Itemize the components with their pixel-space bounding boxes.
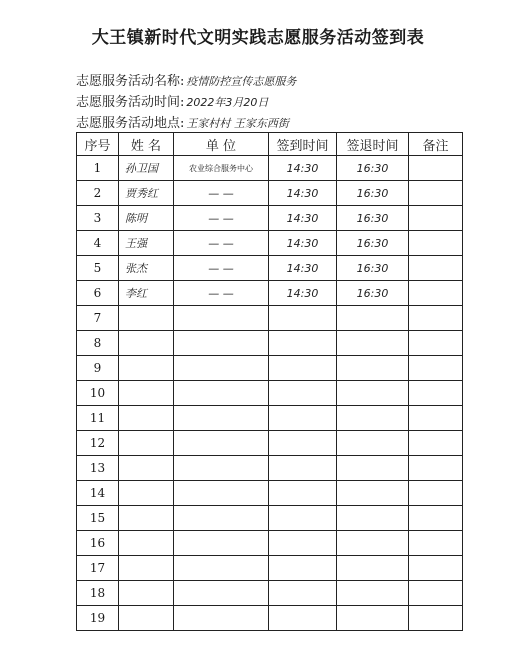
row-index: 7 xyxy=(77,306,119,331)
row-index: 19 xyxy=(77,606,119,631)
row-sign-in xyxy=(269,481,337,506)
row-unit xyxy=(174,406,269,431)
row-sign-out: 16:30 xyxy=(337,206,409,231)
table-row xyxy=(77,456,463,481)
row-sign-in xyxy=(269,406,337,431)
table-row xyxy=(77,481,463,506)
row-unit: — — xyxy=(174,181,269,206)
row-sign-out xyxy=(337,406,409,431)
table-row xyxy=(77,506,463,531)
row-unit xyxy=(174,481,269,506)
row-sign-out xyxy=(337,506,409,531)
table-header-row xyxy=(77,133,463,156)
row-note xyxy=(409,331,463,356)
row-note xyxy=(409,481,463,506)
row-sign-in xyxy=(269,356,337,381)
row-sign-in: 14:30 xyxy=(269,156,337,181)
row-unit xyxy=(174,606,269,631)
row-note xyxy=(409,356,463,381)
row-sign-in: 14:30 xyxy=(269,256,337,281)
row-unit xyxy=(174,356,269,381)
row-unit xyxy=(174,581,269,606)
row-note xyxy=(409,406,463,431)
row-sign-out xyxy=(337,581,409,606)
row-sign-in xyxy=(269,556,337,581)
row-index: 2 xyxy=(77,181,119,206)
row-sign-out xyxy=(337,331,409,356)
row-name xyxy=(119,531,174,556)
header-unit: 单 位 xyxy=(174,133,269,156)
table-row xyxy=(77,331,463,356)
row-unit xyxy=(174,431,269,456)
row-sign-out xyxy=(337,381,409,406)
row-sign-in xyxy=(269,456,337,481)
table-row xyxy=(77,256,463,281)
row-unit xyxy=(174,506,269,531)
row-unit xyxy=(174,456,269,481)
row-unit: — — xyxy=(174,206,269,231)
row-name: 孙卫国 xyxy=(119,156,174,181)
table-row xyxy=(77,281,463,306)
row-sign-in xyxy=(269,331,337,356)
row-sign-out xyxy=(337,431,409,456)
row-note xyxy=(409,181,463,206)
row-note xyxy=(409,256,463,281)
row-sign-out xyxy=(337,531,409,556)
row-sign-in: 14:30 xyxy=(269,231,337,256)
row-sign-in xyxy=(269,506,337,531)
row-name xyxy=(119,606,174,631)
row-name xyxy=(119,456,174,481)
table-row xyxy=(77,356,463,381)
row-unit: 农业综合服务中心 xyxy=(174,156,269,181)
row-name xyxy=(119,331,174,356)
row-sign-out: 16:30 xyxy=(337,231,409,256)
row-name xyxy=(119,581,174,606)
header-index: 序号 xyxy=(77,133,119,156)
row-index: 18 xyxy=(77,581,119,606)
row-note xyxy=(409,231,463,256)
row-name xyxy=(119,306,174,331)
row-note xyxy=(409,306,463,331)
activity-time-label: 志愿服务活动时间: xyxy=(76,95,185,110)
row-index: 6 xyxy=(77,281,119,306)
row-index: 11 xyxy=(77,406,119,431)
row-name xyxy=(119,406,174,431)
row-sign-in xyxy=(269,431,337,456)
row-sign-out xyxy=(337,481,409,506)
row-name xyxy=(119,356,174,381)
row-note xyxy=(409,581,463,606)
row-sign-in xyxy=(269,381,337,406)
row-index: 14 xyxy=(77,481,119,506)
row-name: 张杰 xyxy=(119,256,174,281)
row-name xyxy=(119,556,174,581)
row-sign-out: 16:30 xyxy=(337,181,409,206)
row-name: 贾秀红 xyxy=(119,181,174,206)
row-unit: — — xyxy=(174,256,269,281)
row-index: 12 xyxy=(77,431,119,456)
row-name xyxy=(119,506,174,531)
table-row xyxy=(77,406,463,431)
row-note xyxy=(409,606,463,631)
row-index: 8 xyxy=(77,331,119,356)
activity-name-line xyxy=(76,70,296,89)
row-sign-out xyxy=(337,456,409,481)
table-row xyxy=(77,306,463,331)
table-row xyxy=(77,206,463,231)
table-row xyxy=(77,156,463,181)
row-sign-out xyxy=(337,556,409,581)
row-sign-in: 14:30 xyxy=(269,181,337,206)
row-index: 10 xyxy=(77,381,119,406)
table-row xyxy=(77,381,463,406)
row-index: 17 xyxy=(77,556,119,581)
row-name: 李红 xyxy=(119,281,174,306)
row-sign-in xyxy=(269,531,337,556)
row-sign-in: 14:30 xyxy=(269,281,337,306)
row-note xyxy=(409,156,463,181)
row-note xyxy=(409,206,463,231)
row-note xyxy=(409,456,463,481)
row-sign-in xyxy=(269,306,337,331)
activity-name-value: 疫情防控宣传志愿服务 xyxy=(186,75,297,88)
row-unit: — — xyxy=(174,281,269,306)
header-note: 备注 xyxy=(409,133,463,156)
row-name xyxy=(119,481,174,506)
row-unit: — — xyxy=(174,231,269,256)
row-unit xyxy=(174,531,269,556)
row-note xyxy=(409,556,463,581)
activity-place-line xyxy=(76,112,289,131)
row-name xyxy=(119,381,174,406)
table-row xyxy=(77,231,463,256)
table-row xyxy=(77,531,463,556)
row-unit xyxy=(174,306,269,331)
activity-place-label: 志愿服务活动地点: xyxy=(76,116,185,131)
row-unit xyxy=(174,331,269,356)
table-row xyxy=(77,181,463,206)
row-index: 3 xyxy=(77,206,119,231)
row-index: 13 xyxy=(77,456,119,481)
table-row xyxy=(77,606,463,631)
header-sign-in-time: 签到时间 xyxy=(269,133,337,156)
row-name xyxy=(119,431,174,456)
row-unit xyxy=(174,556,269,581)
row-sign-out: 16:30 xyxy=(337,256,409,281)
activity-name-label: 志愿服务活动名称: xyxy=(76,74,185,89)
table-row xyxy=(77,431,463,456)
row-index: 16 xyxy=(77,531,119,556)
row-sign-out xyxy=(337,356,409,381)
row-note xyxy=(409,381,463,406)
row-note xyxy=(409,431,463,456)
row-sign-out: 16:30 xyxy=(337,156,409,181)
table-row xyxy=(77,581,463,606)
row-index: 1 xyxy=(77,156,119,181)
header-sign-out-time: 签退时间 xyxy=(337,133,409,156)
row-note xyxy=(409,506,463,531)
row-note xyxy=(409,281,463,306)
row-sign-out xyxy=(337,606,409,631)
row-name: 王强 xyxy=(119,231,174,256)
row-index: 15 xyxy=(77,506,119,531)
page-title: 大王镇新时代文明实践志愿服务活动签到表 xyxy=(91,28,425,48)
activity-time-line xyxy=(76,91,268,110)
row-note xyxy=(409,531,463,556)
row-index: 4 xyxy=(77,231,119,256)
activity-place-value: 王家村村 王家东西街 xyxy=(186,117,289,130)
row-sign-in xyxy=(269,606,337,631)
row-sign-out: 16:30 xyxy=(337,281,409,306)
row-index: 5 xyxy=(77,256,119,281)
row-sign-in xyxy=(269,581,337,606)
table-row xyxy=(77,556,463,581)
row-index: 9 xyxy=(77,356,119,381)
row-unit xyxy=(174,381,269,406)
activity-time-value: 2022年3月20日 xyxy=(186,96,269,109)
row-name: 陈明 xyxy=(119,206,174,231)
header-name: 姓 名 xyxy=(119,133,174,156)
sign-in-table xyxy=(76,132,463,631)
row-sign-in: 14:30 xyxy=(269,206,337,231)
row-sign-out xyxy=(337,306,409,331)
